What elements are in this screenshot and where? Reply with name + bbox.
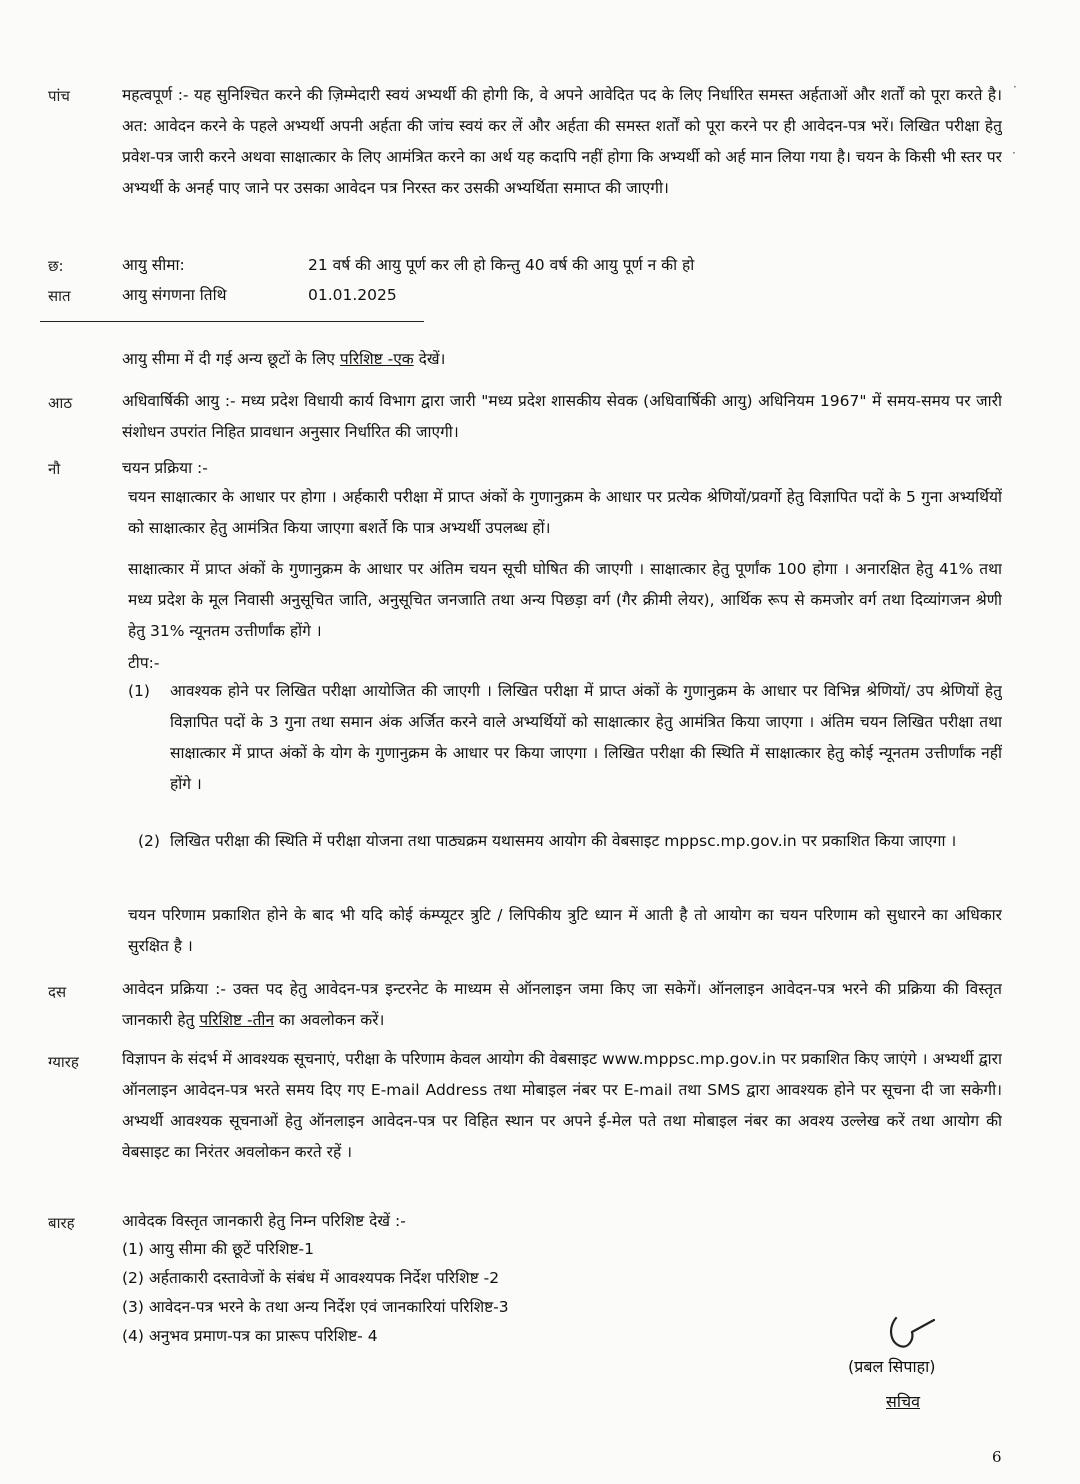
annexure-list-heading: आवेदक विस्तृत जानकारी हेतु निम्न परिशिष्ट देखें :- — [122, 1212, 406, 1230]
section-number: नौ — [48, 460, 61, 478]
note-item-text: लिखित परीक्षा की स्थिति में परीक्षा योजना तथा पाठ्यक्रम यथासमय आयोग की वेबसाइट mppsc.mp.gov.in पर प्रकाशित किया जाएगा । — [170, 832, 957, 850]
section-number: सात — [48, 287, 71, 305]
annexure-three-link: परिशिष्ट -तीन — [199, 1011, 275, 1029]
section-number: ग्यारह — [48, 1053, 79, 1071]
note-prefix: आयु सीमा में दी गई अन्य छूटों के लिए — [122, 350, 340, 368]
section-number: छ: — [48, 257, 64, 275]
scan-speck: · — [1012, 146, 1016, 160]
note-item-label: (1) — [128, 682, 150, 700]
signatory-title: सचिव — [886, 1392, 921, 1411]
age-limit-label: आयु सीमा: — [122, 256, 185, 274]
application-process-text: आवेदन प्रक्रिया :- उक्त पद हेतु आवेदन-पत्र इन्टरनेट के माध्यम से ऑनलाइन जमा किए जा सकेगें। ऑनलाइन आवेदन-पत्र भरने की प्रक्रिया की विस्तृत जानकारी हेतु — [122, 980, 1002, 1029]
age-relaxation-note — [122, 344, 445, 374]
age-date-label: आयु संगणना तिथि — [122, 286, 227, 304]
section-8-text: अधिवार्षिकी आयु :- मध्य प्रदेश विधायी कार्य विभाग द्वारा जारी "मध्य प्रदेश शासकीय सेवक (अधिवार्षिकी आयु) अधिनियम 1967" में समय-समय पर जारी संशोधन उपरांत निहित प्रावधान अनुसार निर्धारित की जाएगी। — [122, 392, 1002, 441]
annexure-list-item: (3) आवेदन-पत्र भरने के तथा अन्य निर्देश एवं जानकारियां परिशिष्ट-3 — [122, 1298, 509, 1316]
note-item-label: (2) — [138, 832, 160, 850]
application-process-suffix: का अवलोकन करें। — [274, 1011, 385, 1029]
annexure-list-item: (2) अर्हताकारी दस्तावेजों के संबंध में आवश्यपक निर्देश परिशिष्ट -2 — [122, 1269, 500, 1287]
note-heading: टीप:- — [128, 654, 160, 672]
age-date-value: 01.01.2025 — [308, 286, 397, 304]
annexure-list-item: (1) आयु सीमा की छूटें परिशिष्ट-1 — [122, 1240, 315, 1258]
scan-speck: · — [1013, 80, 1017, 94]
selection-paragraph-3: चयन परिणाम प्रकाशित होने के बाद भी यदि कोई कंम्प्यूटर त्रुटि / लिपिकीय त्रुटि ध्यान में आती है तो आयोग का चयन परिणाम को सुधारने का अधिकार सुरक्षित है । — [128, 906, 1002, 955]
selection-paragraph-2: साक्षात्कार में प्राप्त अंकों के गुणानुक्रम के आधार पर अंतिम चयन सूची घोषित की जाएगी । साक्षात्कार हेतु पूर्णांक 100 होगा । अनारक्षित हेतु 41% तथा मध्य प्रदेश के मूल निवासी अनुसूचित जाति, अनुसूचित जनजाति तथा अन्य पिछड़ा वर्ग (गैर क्रीमी लेयर), आर्थिक रूप से कमजोर वर्ग तथा दिव्यांगजन श्रेणी हेतु 31% न्यूनतम उत्तीर्णांक होंगे । — [128, 560, 1002, 640]
section-number: दस — [48, 983, 67, 1001]
signatory-name: (प्रबल सिपाहा) — [848, 1357, 936, 1376]
section-number: बारह — [48, 1214, 75, 1232]
section-number: पांच — [48, 87, 70, 105]
age-limit-value: 21 वर्ष की आयु पूर्ण कर ली हो किन्तु 40 वर्ष की आयु पूर्ण न की हो — [308, 256, 695, 274]
selection-process-heading: चयन प्रक्रिया :- — [122, 459, 208, 477]
signature-mark — [882, 1310, 942, 1356]
note-item-1 — [128, 676, 1002, 826]
annexure-list-item: (4) अनुभव प्रमाण-पत्र का प्रारूप परिशिष्ट- 4 — [122, 1327, 378, 1345]
note-item-text: आवश्यक होने पर लिखित परीक्षा आयोजित की जाएगी । लिखित परीक्षा में प्राप्त अंकों के गुणानुक्रम के आधार पर विभिन्न श्रेणियों/ उप श्रेणियों हेतु विज्ञापित पदों के 3 गुना तथा समान अंक अर्जित करने वाले अभ्यर्थियों को साक्षात्कार हेतु आमंत्रित किया जाएगा । अंतिम चयन लिखित परीक्षा तथा साक्षात्कार में प्राप्त अंकों के योग के गुणानुक्रम के आधार पर किया जाएगा । लिखित परीक्षा की स्थिति में साक्षात्कार हेतु कोई न्यूनतम उत्तीर्णांक नहीं होंगे । — [170, 682, 1002, 793]
page-number: 6 — [992, 1448, 1002, 1466]
section-number: आठ — [48, 394, 73, 412]
annexure-one-link: परिशिष्ट -एक — [339, 350, 414, 368]
divider-line — [40, 321, 424, 322]
section-10-text — [122, 974, 1002, 1038]
note-item-2 — [138, 826, 1002, 890]
selection-paragraph-1: चयन साक्षात्कार के आधार पर होगा । अर्हकारी परीक्षा में प्राप्त अंकों के गुणानुक्रम के आधार पर प्रत्येक श्रेणियों/प्रवर्गो हेतु विज्ञापित पदों के 5 गुना अभ्यर्थियों को साक्षात्कार हेतु आमंत्रित किया जाएगा बशर्ते कि पात्र अभ्यर्थी उपलब्ध हों। — [128, 488, 1002, 537]
section-5-text: महत्वपूर्ण :- यह सुनिश्चित करने की ज़िम्मेदारी स्वयं अभ्यर्थी की होगी कि, वे अपने आवेदित पद के लिए निर्धारित समस्त अर्हताओं और शर्तों को पूरा करते है। अत: आवेदन करने के पहले अभ्यर्थी अपनी अर्हता की जांच स्वयं कर लें और अर्हता की समस्त शर्तों को पूरा करने पर ही आवेदन-पत्र भरें। लिखित परीक्षा हेतु प्रवेश-पत्र जारी करने अथवा साक्षात्कार के लिए आमंत्रित करने का अर्थ यह कदापि नहीं होगा कि अभ्यर्थी को अर्ह मान लिया गया है। चयन के किसी भी स्तर पर अभ्यर्थी के अनर्ह पाए जाने पर उसका आवेदन पत्र निरस्त कर उसकी अभ्यर्थिता समाप्त की जाएगी। — [122, 86, 1002, 197]
section-11-text: विज्ञापन के संदर्भ में आवश्यक सूचनाएं, परीक्षा के परिणाम केवल आयोग की वेबसाइट www.mppsc.mp.gov.in पर प्रकाशित किए जाएंगे । अभ्यर्थी द्वारा ऑनलाइन आवेदन-पत्र भरते समय दिए गए E-mail Address तथा मोबाइल नंबर पर E-mail तथा SMS द्वारा आवश्यक होने पर सूचना दी जा सकेगी। अभ्यर्थी आवश्यक सूचनाओं हेतु ऑनलाइन आवेदन-पत्र पर विहित स्थान पर अपने ई-मेल पते तथा मोबाइल नंबर का अवश्य उल्लेख करें तथा आयोग की वेबसाइट का निरंतर अवलोकन करते रहें । — [122, 1050, 1002, 1161]
note-suffix: देखें। — [413, 350, 446, 368]
